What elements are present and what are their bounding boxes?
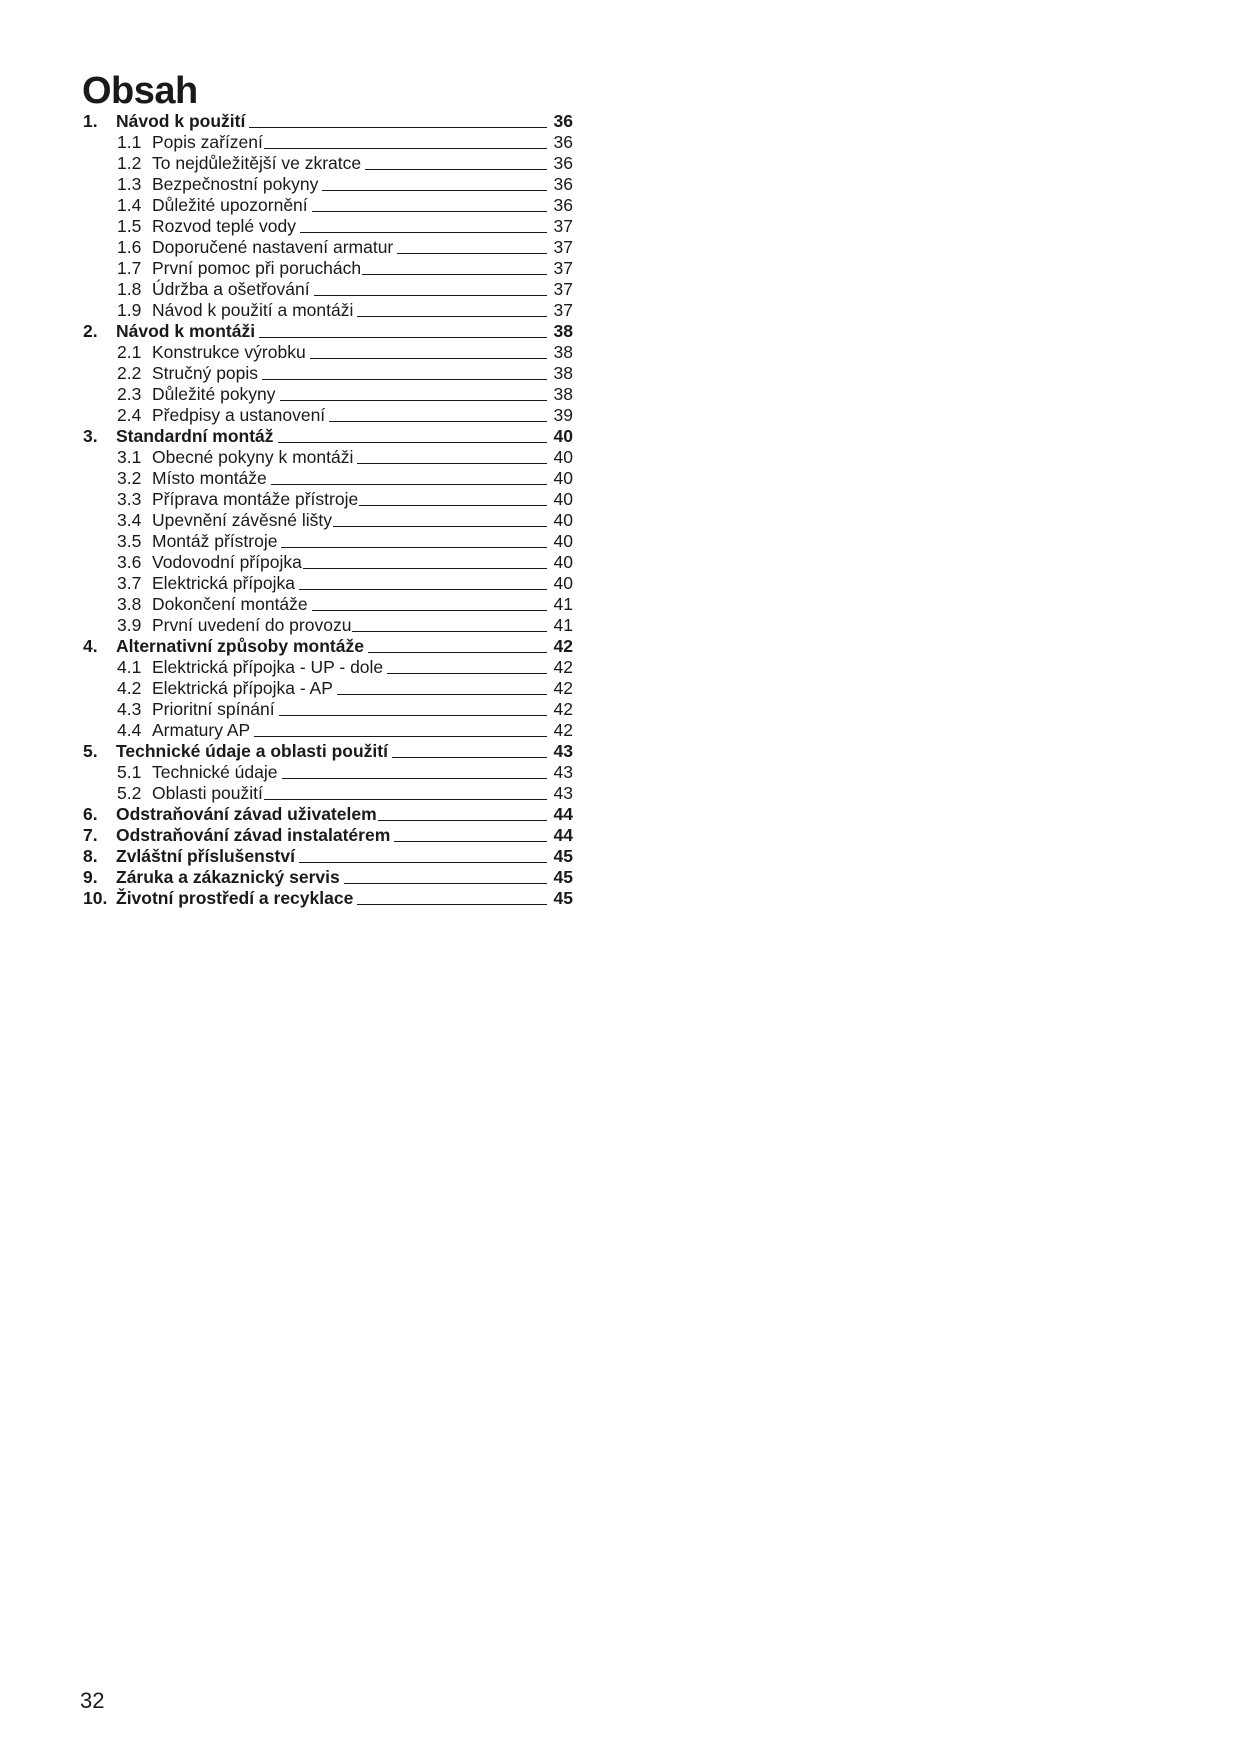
toc-entry-label: Prioritní spínání (152, 699, 275, 719)
toc-entry-number: 1.6 (117, 237, 142, 257)
toc-entry-page: 42 (553, 699, 573, 719)
toc-entry-label: Vodovodní přípojka (152, 552, 302, 572)
toc-entry-number: 2.1 (117, 342, 142, 362)
toc-entry-number: 2.3 (117, 384, 142, 404)
toc-entry-number: 1. (83, 111, 98, 131)
toc-leader-line (333, 526, 547, 527)
toc-entry-number: 2.4 (117, 405, 142, 425)
toc-entry-label: První pomoc při poruchách (152, 258, 362, 278)
toc-entry-label: To nejdůležitější ve zkratce (152, 153, 362, 173)
toc-entry-page: 40 (553, 510, 573, 530)
toc-leader-line (264, 148, 547, 149)
toc-subsection-entry[interactable] (83, 405, 573, 426)
toc-entry-page: 43 (553, 783, 573, 803)
toc-leader-line (310, 358, 547, 359)
toc-entry-number: 1.1 (117, 132, 142, 152)
toc-entry-page: 36 (553, 111, 573, 131)
toc-subsection-entry[interactable] (83, 657, 573, 678)
toc-entry-page: 44 (553, 804, 573, 824)
toc-entry-label: Standardní montáž (116, 426, 274, 446)
toc-leader-line (397, 253, 547, 254)
toc-entry-number: 3. (83, 426, 98, 446)
toc-entry-number: 2.2 (117, 363, 142, 383)
toc-leader-line (300, 232, 547, 233)
toc-subsection-entry[interactable] (83, 573, 573, 594)
toc-leader-line (299, 589, 547, 590)
toc-entry-page: 38 (553, 321, 573, 341)
toc-entry-label: Doporučené nastavení armatur (152, 237, 394, 257)
toc-subsection-entry[interactable] (83, 510, 573, 531)
toc-entry-label: Elektrická přípojka (152, 573, 295, 593)
toc-section-entry[interactable] (83, 804, 573, 825)
toc-entry-label: Návod k montáži (116, 321, 256, 341)
toc-entry-label: Důležité pokyny (152, 384, 276, 404)
toc-entry-label: Návod k použití a montáži (152, 300, 354, 320)
toc-leader-line (329, 421, 547, 422)
toc-entry-page: 41 (553, 615, 573, 635)
toc-entry-number: 3.5 (117, 531, 142, 551)
toc-entry-page: 37 (553, 216, 573, 236)
toc-subsection-entry[interactable] (83, 615, 573, 636)
toc-section-entry[interactable] (83, 636, 573, 657)
toc-entry-label: Dokončení montáže (152, 594, 308, 614)
toc-entry-label: Návod k použití (116, 111, 246, 131)
toc-subsection-entry[interactable] (83, 762, 573, 783)
toc-entry-page: 36 (553, 132, 573, 152)
toc-subsection-entry[interactable] (83, 489, 573, 510)
toc-entry-label: Bezpečnostní pokyny (152, 174, 319, 194)
toc-entry-label: Životní prostředí a recyklace (116, 888, 354, 908)
toc-leader-line (357, 904, 547, 905)
toc-subsection-entry[interactable] (83, 699, 573, 720)
toc-entry-page: 40 (553, 531, 573, 551)
toc-subsection-entry[interactable] (83, 363, 573, 384)
toc-entry-label: Technické údaje a oblasti použití (116, 741, 388, 761)
toc-section-entry[interactable] (83, 888, 573, 909)
toc-entry-page: 40 (553, 468, 573, 488)
toc-subsection-entry[interactable] (83, 216, 573, 237)
toc-entry-label: Konstrukce výrobku (152, 342, 306, 362)
toc-entry-page: 42 (553, 636, 573, 656)
toc-entry-label: Upevnění závěsné lišty (152, 510, 332, 530)
toc-entry-number: 7. (83, 825, 98, 845)
toc-entry-page: 42 (553, 720, 573, 740)
toc-subsection-entry[interactable] (83, 237, 573, 258)
toc-subsection-entry[interactable] (83, 342, 573, 363)
toc-leader-line (303, 568, 547, 569)
toc-leader-line (362, 274, 547, 275)
toc-entry-page: 37 (553, 237, 573, 257)
toc-leader-line (280, 400, 547, 401)
toc-entry-label: Popis zařízení (152, 132, 263, 152)
toc-subsection-entry[interactable] (83, 531, 573, 552)
toc-section-entry[interactable] (83, 321, 573, 342)
toc-entry-label: Záruka a zákaznický servis (116, 867, 340, 887)
toc-subsection-entry[interactable] (83, 783, 573, 804)
toc-entry-label: Elektrická přípojka - AP (152, 678, 333, 698)
toc-entry-number: 4. (83, 636, 98, 656)
toc-entry-label: Předpisy a ustanovení (152, 405, 326, 425)
toc-entry-label: Obecné pokyny k montáži (152, 447, 354, 467)
toc-section-entry[interactable] (83, 825, 573, 846)
toc-entry-number: 3.3 (117, 489, 142, 509)
toc-entry-page: 44 (553, 825, 573, 845)
toc-entry-page: 38 (553, 384, 573, 404)
toc-section-entry[interactable] (83, 426, 573, 447)
toc-leader-line (312, 211, 547, 212)
toc-entry-label: Technické údaje (152, 762, 278, 782)
toc-entry-page: 40 (553, 573, 573, 593)
toc-entry-page: 40 (553, 552, 573, 572)
toc-leader-line (387, 673, 547, 674)
toc-entry-page: 42 (553, 678, 573, 698)
toc-leader-line (344, 883, 547, 884)
toc-entry-number: 4.4 (117, 720, 142, 740)
toc-entry-page: 40 (553, 447, 573, 467)
toc-entry-label: Příprava montáže přístroje (152, 489, 359, 509)
toc-section-entry[interactable] (83, 741, 573, 762)
toc-subsection-entry[interactable] (83, 279, 573, 300)
toc-entry-label: Odstraňování závad instalatérem (116, 825, 391, 845)
toc-subsection-entry[interactable] (83, 132, 573, 153)
toc-leader-line (271, 484, 547, 485)
toc-entry-label: Odstraňování závad uživatelem (116, 804, 377, 824)
toc-entry-number: 8. (83, 846, 98, 866)
toc-entry-label: Rozvod teplé vody (152, 216, 296, 236)
toc-entry-number: 1.3 (117, 174, 142, 194)
toc-entry-number: 3.4 (117, 510, 142, 530)
toc-entry-number: 4.2 (117, 678, 142, 698)
toc-entry-number: 3.6 (117, 552, 142, 572)
toc-entry-number: 1.2 (117, 153, 142, 173)
toc-entry-page: 37 (553, 258, 573, 278)
toc-entry-page: 45 (553, 867, 573, 887)
toc-leader-line (352, 631, 547, 632)
toc-leader-line (392, 757, 547, 758)
toc-entry-number: 3.9 (117, 615, 142, 635)
toc-leader-line (378, 820, 547, 821)
toc-leader-line (322, 190, 547, 191)
toc-entry-page: 39 (553, 405, 573, 425)
toc-leader-line (394, 841, 547, 842)
page-number: 32 (80, 1688, 105, 1713)
toc-leader-line (249, 127, 547, 128)
toc-leader-line (281, 547, 547, 548)
toc-leader-line (314, 295, 547, 296)
toc-leader-line (279, 715, 547, 716)
toc-entry-page: 42 (553, 657, 573, 677)
toc-entry-number: 5.1 (117, 762, 142, 782)
toc-leader-line (368, 652, 547, 653)
toc-leader-line (357, 316, 547, 317)
toc-leader-line (357, 463, 547, 464)
toc-entry-page: 37 (553, 279, 573, 299)
toc-leader-line (312, 610, 547, 611)
toc-entry-number: 1.5 (117, 216, 142, 236)
toc-entry-label: Montáž přístroje (152, 531, 278, 551)
toc-entry-number: 1.4 (117, 195, 142, 215)
toc-entry-page: 45 (553, 888, 573, 908)
toc-entry-number: 4.1 (117, 657, 142, 677)
toc-entry-page: 38 (553, 363, 573, 383)
toc-entry-number: 2. (83, 321, 98, 341)
toc-entry-number: 3.2 (117, 468, 142, 488)
toc-entry-label: První uvedení do provozu (152, 615, 352, 635)
toc-subsection-entry[interactable] (83, 678, 573, 699)
toc-leader-line (359, 505, 547, 506)
toc-entry-label: Důležité upozornění (152, 195, 308, 215)
toc-subsection-entry[interactable] (83, 447, 573, 468)
toc-entry-number: 3.8 (117, 594, 142, 614)
toc-leader-line (254, 736, 547, 737)
toc-entry-number: 10. (83, 888, 108, 908)
toc-subsection-entry[interactable] (83, 594, 573, 615)
toc-entry-label: Stručný popis (152, 363, 259, 383)
toc-subsection-entry[interactable] (83, 720, 573, 741)
toc-entry-label: Zvláštní příslušenství (116, 846, 295, 866)
toc-entry-page: 37 (553, 300, 573, 320)
toc-entry-number: 5. (83, 741, 98, 761)
toc-subsection-entry[interactable] (83, 552, 573, 573)
toc-entry-number: 3.7 (117, 573, 142, 593)
toc-entry-page: 43 (553, 762, 573, 782)
toc-entry-label: Údržba a ošetřování (152, 279, 310, 299)
toc-entry-number: 1.9 (117, 300, 142, 320)
page-title: Obsah (82, 70, 198, 112)
toc-entry-number: 5.2 (117, 783, 142, 803)
toc-leader-line (259, 337, 547, 338)
toc-leader-line (337, 694, 547, 695)
table-of-contents (83, 111, 573, 909)
toc-entry-number: 4.3 (117, 699, 142, 719)
toc-subsection-entry[interactable] (83, 468, 573, 489)
toc-entry-page: 36 (553, 153, 573, 173)
toc-entry-number: 3.1 (117, 447, 142, 467)
toc-entry-label: Armatury AP (152, 720, 251, 740)
toc-leader-line (278, 442, 547, 443)
toc-entry-page: 40 (553, 489, 573, 509)
toc-entry-page: 43 (553, 741, 573, 761)
toc-section-entry[interactable] (83, 846, 573, 867)
toc-leader-line (299, 862, 547, 863)
toc-subsection-entry[interactable] (83, 258, 573, 279)
toc-entry-number: 6. (83, 804, 98, 824)
toc-section-entry[interactable] (83, 111, 573, 132)
toc-leader-line (282, 778, 548, 779)
toc-subsection-entry[interactable] (83, 195, 573, 216)
toc-subsection-entry[interactable] (83, 384, 573, 405)
toc-entry-label: Alternativní způsoby montáže (116, 636, 364, 656)
toc-entry-label: Elektrická přípojka - UP - dole (152, 657, 384, 677)
toc-leader-line (365, 169, 547, 170)
toc-leader-line (262, 379, 547, 380)
toc-subsection-entry[interactable] (83, 300, 573, 321)
toc-entry-label: Místo montáže (152, 468, 267, 488)
toc-entry-page: 36 (553, 174, 573, 194)
toc-entry-page: 41 (553, 594, 573, 614)
toc-entry-page: 38 (553, 342, 573, 362)
toc-leader-line (264, 799, 547, 800)
toc-entry-page: 45 (553, 846, 573, 866)
toc-entry-number: 1.8 (117, 279, 142, 299)
toc-subsection-entry[interactable] (83, 153, 573, 174)
toc-entry-number: 1.7 (117, 258, 142, 278)
toc-entry-page: 40 (553, 426, 573, 446)
toc-section-entry[interactable] (83, 867, 573, 888)
toc-entry-label: Oblasti použití (152, 783, 263, 803)
toc-entry-number: 9. (83, 867, 98, 887)
toc-entry-page: 36 (553, 195, 573, 215)
toc-subsection-entry[interactable] (83, 174, 573, 195)
